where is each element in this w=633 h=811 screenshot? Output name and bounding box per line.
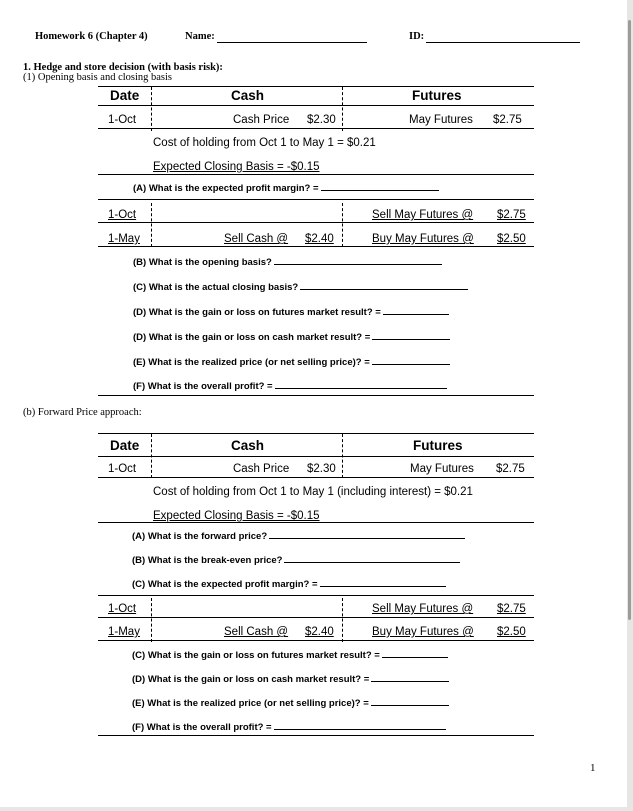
name-label: Name: [185, 31, 215, 42]
question-b-opening-basis: (B) What is the opening basis? [133, 256, 442, 268]
table1-bottom-rule [98, 395, 534, 396]
table1-divider [342, 87, 343, 131]
section1-subtitle: (1) Opening basis and closing basis [23, 72, 173, 83]
table1-row-rule [98, 246, 534, 247]
table2-oct-futures-value: $2.75 [496, 463, 525, 475]
question-d-futures-result: (D) What is the gain or loss on futures market result? = [133, 306, 449, 318]
table2-oct2-futures-value: $2.75 [497, 603, 526, 615]
table1-oct-cash-label: Cash Price [233, 114, 290, 126]
answer-field[interactable] [320, 578, 446, 587]
answer-field[interactable] [269, 530, 465, 539]
homework-title: Homework 6 (Chapter 4) [35, 31, 148, 42]
table1-basis-rule [98, 174, 534, 175]
question-e-realized-price: (E) What is the realized price (or net selling price)? = [132, 697, 449, 709]
table1-top-rule [98, 86, 534, 87]
answer-field[interactable] [274, 256, 442, 265]
table1-oct-cash-value: $2.30 [307, 114, 336, 126]
table2-divider [342, 434, 343, 478]
answer-field[interactable] [383, 306, 449, 315]
table2-row-rule [98, 477, 534, 478]
table1-divider [342, 203, 343, 247]
answer-field[interactable] [300, 281, 468, 290]
id-field[interactable] [426, 42, 580, 43]
table2-row-rule [98, 640, 534, 641]
table2-mid-rule [98, 595, 534, 596]
section-b-title: (b) Forward Price approach: [23, 407, 142, 418]
table2-oct-cash-label: Cash Price [233, 463, 290, 475]
question-c-closing-basis: (C) What is the actual closing basis? [133, 281, 468, 293]
table1-date-header: Date [110, 88, 140, 103]
table2-basis-rule [98, 522, 534, 523]
table1-oct-futures-value: $2.75 [493, 114, 522, 126]
table2-basis-line: Expected Closing Basis = -$0.15 [153, 510, 320, 522]
answer-field[interactable] [284, 554, 460, 563]
table1-question-a: (A) What is the expected profit margin? = [133, 182, 439, 194]
question-a-forward-price: (A) What is the forward price? [132, 530, 465, 542]
table2-may-cash-label: Sell Cash @ [224, 626, 289, 638]
table1-oct2-date: 1-Oct [108, 209, 137, 221]
table2-row-rule [98, 617, 534, 618]
question-e-realized-price: (E) What is the realized price (or net selling price)? = [133, 356, 450, 368]
answer-field[interactable] [275, 380, 447, 389]
question-f-overall-profit: (F) What is the overall profit? = [133, 380, 447, 392]
table2-top-rule [98, 433, 534, 434]
table2-may-futures-label: Buy May Futures @ [372, 626, 474, 638]
table2-oct2-date: 1-Oct [108, 603, 137, 615]
table2-bottom-rule [98, 735, 534, 736]
scrollbar-track[interactable] [627, 0, 633, 811]
table1-oct2-futures-value: $2.75 [497, 209, 526, 221]
question-c-futures-result: (C) What is the gain or loss on futures market result? = [132, 649, 448, 661]
answer-field[interactable] [371, 673, 449, 682]
answer-field[interactable] [372, 331, 450, 340]
table1-divider [151, 87, 152, 131]
table2-oct-date: 1-Oct [108, 463, 137, 475]
page-bottom-edge [0, 807, 633, 811]
table1-may-cash-label: Sell Cash @ [224, 233, 289, 245]
table1-oct-futures-label: May Futures [409, 114, 473, 126]
table2-may-futures-value: $2.50 [497, 626, 526, 638]
question-d-cash-result: (D) What is the gain or loss on cash market result? = [132, 673, 449, 685]
table1-futures-header: Futures [412, 88, 462, 103]
answer-field[interactable] [382, 649, 448, 658]
answer-field[interactable] [321, 182, 439, 191]
table2-oct-futures-label: May Futures [410, 463, 474, 475]
table1-cash-header: Cash [231, 88, 265, 103]
table1-divider [151, 203, 152, 247]
table1-row-rule [98, 128, 534, 129]
table1-may-date: 1-May [108, 233, 140, 245]
table2-divider [151, 434, 152, 478]
table2-oct2-futures-label: Sell May Futures @ [372, 603, 474, 615]
table2-cost-line: Cost of holding from Oct 1 to May 1 (including interest) = $0.21 [153, 486, 473, 498]
question-f-overall-profit: (F) What is the overall profit? = [132, 721, 446, 733]
id-label: ID: [409, 31, 425, 42]
table1-oct-date: 1-Oct [108, 114, 137, 126]
table1-mid-rule [98, 199, 534, 200]
answer-field[interactable] [371, 697, 449, 706]
table1-row-rule [98, 222, 534, 223]
table1-may-cash-value: $2.40 [305, 233, 334, 245]
answer-field[interactable] [274, 721, 446, 730]
answer-field[interactable] [372, 356, 450, 365]
table2-futures-header: Futures [413, 438, 463, 453]
table1-oct2-futures-label: Sell May Futures @ [372, 209, 474, 221]
page-number: 1 [590, 762, 596, 774]
section1-title: 1. Hedge and store decision (with basis risk): [23, 62, 223, 73]
question-b-break-even: (B) What is the break-even price? [132, 554, 460, 566]
table2-divider [342, 598, 343, 642]
scrollbar-thumb[interactable] [628, 20, 631, 620]
table2-date-header: Date [110, 438, 140, 453]
table2-cash-header: Cash [231, 438, 265, 453]
table1-header-rule [98, 105, 534, 106]
table2-divider [151, 598, 152, 642]
table1-cost-line: Cost of holding from Oct 1 to May 1 = $0.21 [153, 137, 376, 149]
table1-may-futures-label: Buy May Futures @ [372, 233, 474, 245]
name-field[interactable] [217, 42, 367, 43]
question-c-profit-margin: (C) What is the expected profit margin? = [132, 578, 446, 590]
table2-may-cash-value: $2.40 [305, 626, 334, 638]
table1-basis-line: Expected Closing Basis = -$0.15 [153, 161, 320, 173]
table2-may-date: 1-May [108, 626, 140, 638]
table2-header-rule [98, 456, 534, 457]
question-d-cash-result: (D) What is the gain or loss on cash market result? = [133, 331, 450, 343]
table1-may-futures-value: $2.50 [497, 233, 526, 245]
table2-oct-cash-value: $2.30 [307, 463, 336, 475]
